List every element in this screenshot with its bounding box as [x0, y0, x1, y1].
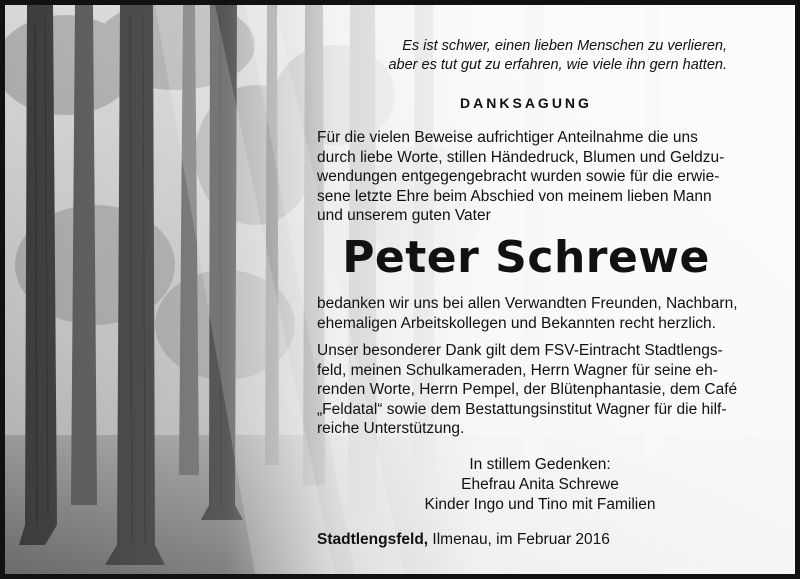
heading-danksagung: DANKSAGUNG [460, 95, 592, 111]
special-line: Unser besonderer Dank gilt dem FSV-Eintracht Stadtlengs- [317, 342, 723, 359]
intro-line: wendungen entgegengebracht wurden sowie für die erwie- [317, 168, 720, 185]
intro-line: durch liebe Worte, stillen Händedruck, Blumen und Geldzu- [317, 148, 725, 166]
intro-line: Für die vielen Beweise aufrichtiger Anteilnahme die uns [317, 129, 698, 146]
special-thanks-paragraph [317, 341, 738, 439]
intro-line: und unserem guten Vater [317, 207, 491, 224]
special-line: „Feldatal“ sowie dem Bestattungsinstitut Wagner für die hilf- [317, 400, 727, 418]
place-and-date [317, 531, 610, 549]
notice-text [5, 5, 795, 574]
memory-intro: In stillem Gedenken: [469, 456, 611, 473]
deceased-name: Peter Schrewe [342, 232, 710, 283]
mourner-wife: Ehefrau Anita Schrewe [461, 476, 619, 493]
intro-paragraph [317, 128, 735, 226]
motto-line-1: Es ist schwer, einen lieben Menschen zu verlieren, [402, 38, 727, 54]
thanks-line: bedanken wir uns bei allen Verwandten Freunden, Nachbarn, [317, 295, 738, 312]
special-line: feld, meinen Schulkameraden, Herrn Wagner für seine eh- [317, 361, 718, 379]
motto-line-2: aber es tut gut zu erfahren, wie viele ihn gern hatten. [388, 57, 727, 73]
mourner-children: Kinder Ingo und Tino mit Familien [424, 496, 656, 513]
intro-line: sene letzte Ehre beim Abschied von meinem lieben Mann [317, 187, 712, 205]
special-line: reiche Unterstützung. [317, 420, 465, 437]
thanks-line: ehemaligen Arbeitskollegen und Bekannten recht herzlich. [317, 314, 716, 332]
place-bold: Stadtlengsfeld, [317, 531, 429, 548]
special-line: renden Worte, Herrn Pempel, der Blütenphantasie, dem Café [317, 381, 738, 398]
thanks-paragraph [317, 294, 738, 333]
place-date-rest: Ilmenau, im Februar 2016 [428, 531, 610, 548]
